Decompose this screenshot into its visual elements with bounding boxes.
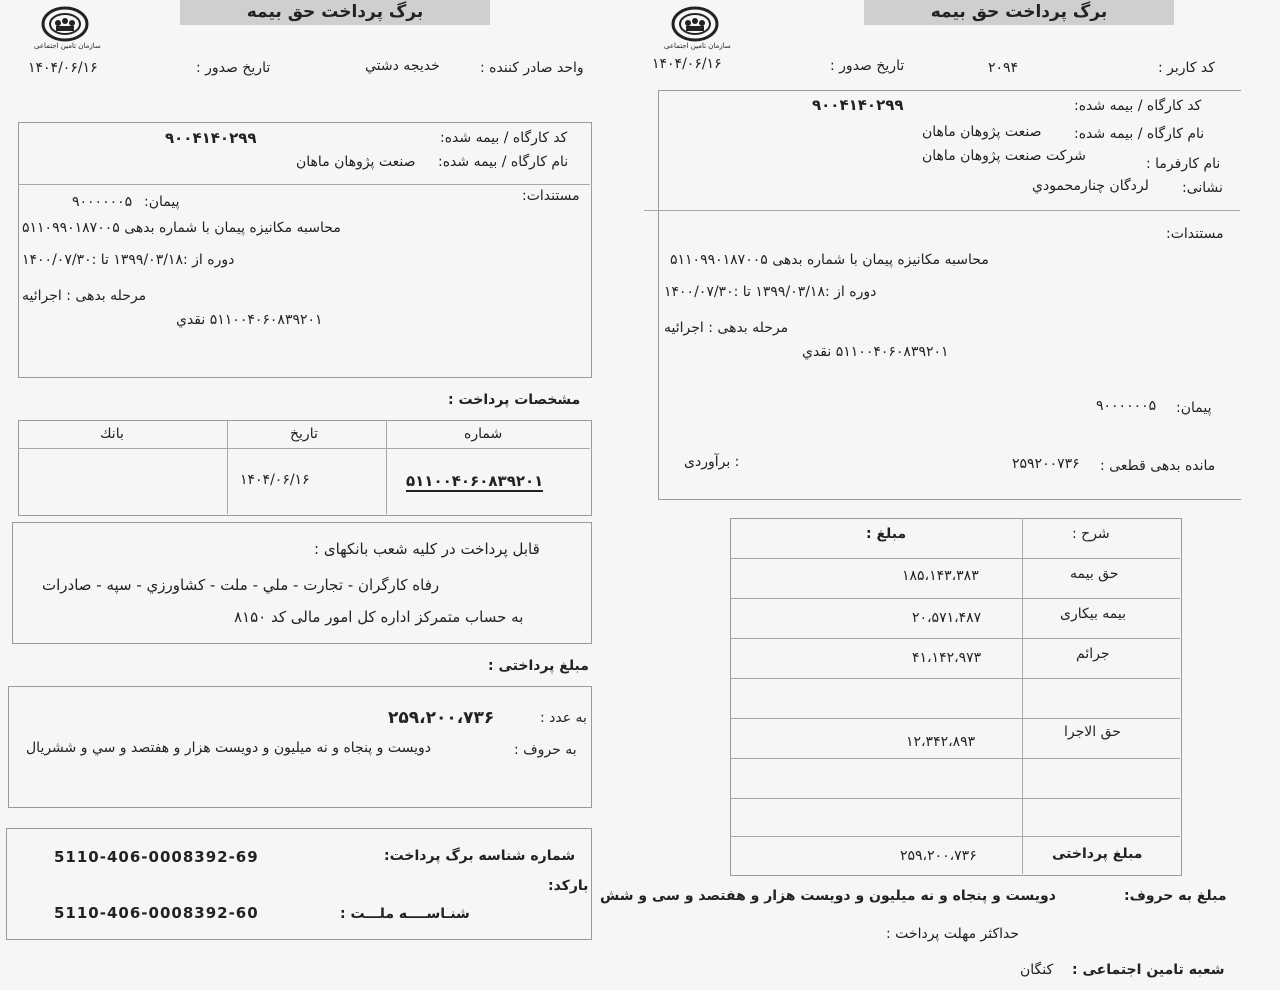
right-address-label: نشانی:	[1182, 180, 1223, 196]
right-row-desc: بيمه بيكاری	[1060, 606, 1127, 622]
right-branch-value: كنگان	[1020, 962, 1054, 978]
right-employer-value: شركت صنعت پژوهان ماهان	[922, 148, 1086, 164]
left-workshop-divider	[18, 184, 590, 185]
left-calc-text: محاسبه مكانيزه پيمان با شماره بدهی ۵۱۱۰۹۹۰۱۸۷۰۰۵	[22, 220, 341, 236]
left-payment-specs-label: مشخصات پرداخت :	[448, 392, 581, 408]
left-issue-date-value: ۱۴۰۴/۰۶/۱۶	[28, 60, 98, 76]
right-amounts-row-divider	[730, 836, 1180, 837]
left-in-numbers-value: ۲۵۹،۲۰۰،۷۳۶	[388, 708, 495, 728]
right-estimate-label: : برآوردی	[684, 454, 740, 470]
left-mellat-value: 5110-406-0008392-60	[54, 904, 259, 922]
right-calc-text: محاسبه مكانيزه پيمان با شماره بدهی ۵۱۱۰۹۹۰۱۸۷۰۰۵	[670, 252, 989, 268]
left-issuer-label: واحد صادر كننده :	[480, 60, 584, 76]
left-table-row-number: ۵۱۱۰۰۴۰۶۰۸۳۹۲۰۱	[406, 472, 544, 490]
right-branch-label: شعبه تامين اجتماعی :	[1072, 962, 1225, 978]
left-payable-line3: به حساب متمركز اداره كل امور مالی كد ۸۱۵۰	[234, 608, 524, 626]
right-in-words-value: دويست و پنجاه و نه ميليون و دويست هزار و هفتصد و سی و شش	[600, 888, 1056, 904]
right-total-label: مبلغ پرداختی	[1052, 846, 1143, 862]
left-workshop-code-value: ۹۰۰۴۱۴۰۲۹۹	[165, 129, 257, 147]
logo-caption: سازمان تامين اجتماعی	[664, 42, 731, 50]
left-period-text: دوره از :۱۳۹۹/۰۳/۱۸ تا :۱۴۰۰/۰۷/۳۰	[22, 252, 235, 268]
left-workshop-code-label: كد كارگاه / بيمه شده:	[440, 130, 568, 146]
left-payment-table-col-divider-1	[227, 420, 228, 514]
right-issue-date-label: تاريخ صدور :	[830, 58, 905, 74]
right-row-amount: ۴۱،۱۴۲،۹۷۳	[912, 650, 982, 666]
right-workshop-name-label: نام كارگاه / بيمه شده:	[1074, 126, 1205, 142]
right-amounts-col-divider	[1022, 518, 1023, 874]
right-amounts-row-divider	[730, 798, 1180, 799]
left-table-header-date: تاريخ	[290, 426, 318, 442]
right-slip-title: برگ پرداخت حق بيمه	[864, 0, 1174, 25]
right-stage-text: مرحله بدهی : اجرائيه	[664, 320, 789, 336]
left-contract-value: ۹۰۰۰۰۰۰۵	[72, 194, 133, 210]
right-remaining-value: ۲۵۹۲۰۰۷۳۶	[1012, 456, 1080, 472]
right-amounts-row-divider	[730, 678, 1180, 679]
left-in-words-value: دويست و پنجاه و نه ميليون و دويست هزار و هفتصد و سي و ششريال	[26, 740, 431, 756]
right-workshop-code-value: ۹۰۰۴۱۴۰۲۹۹	[812, 96, 904, 114]
right-deadline-label: حداكثر مهلت پرداخت :	[886, 926, 1020, 942]
right-issue-date-value: ۱۴۰۴/۰۶/۱۶	[652, 56, 722, 72]
right-address-value: لردگان چنارمحمودي	[1032, 178, 1149, 194]
right-remaining-label: مانده بدهی قطعی :	[1100, 458, 1216, 474]
left-table-header-bank: بانك	[100, 426, 124, 442]
left-in-words-label: به حروف :	[514, 742, 577, 758]
right-row-amount: ۱۸۵،۱۴۳،۳۸۳	[902, 568, 979, 584]
right-row-desc: حق بيمه	[1070, 566, 1119, 582]
right-amounts-row-divider	[730, 758, 1180, 759]
right-employer-label: نام كارفرما :	[1146, 156, 1221, 172]
right-user-code-value: ۲۰۹۴	[988, 60, 1019, 76]
left-workshop-name-label: نام كارگاه / بيمه شده:	[438, 154, 569, 170]
right-documents-label: مستندات:	[1166, 226, 1224, 242]
left-table-header-number: شماره	[464, 426, 503, 442]
right-table-header-desc: شرح :	[1072, 526, 1110, 542]
right-row-desc: جرائم	[1076, 646, 1110, 662]
right-period-text: دوره از :۱۳۹۹/۰۳/۱۸ تا :۱۴۰۰/۰۷/۳۰	[664, 284, 877, 300]
left-payment-table-header-divider	[18, 448, 590, 449]
right-workshop-code-label: كد كارگاه / بيمه شده:	[1074, 98, 1202, 114]
right-row-desc: حق الاجرا	[1064, 724, 1121, 740]
left-stage-text: مرحله بدهی : اجرائيه	[22, 288, 147, 304]
left-amount-label: مبلغ پرداختی :	[488, 658, 589, 674]
left-slip-id-box	[6, 828, 592, 940]
right-amounts-row-divider	[730, 638, 1180, 639]
logo-caption: سازمان تامين اجتماعی	[34, 42, 101, 50]
left-workshop-name-value: صنعت پژوهان ماهان	[296, 154, 416, 170]
right-row-amount: ۱۲،۳۴۲،۸۹۳	[906, 734, 976, 750]
right-workshop-divider	[644, 210, 1240, 211]
right-amounts-row-divider	[730, 558, 1180, 559]
right-amounts-row-divider	[730, 598, 1180, 599]
right-contract-label: پيمان:	[1176, 400, 1212, 416]
left-barcode-label: بارکد:	[548, 878, 589, 894]
left-mellat-label: شنـاســــه ملـــت :	[340, 906, 470, 922]
right-cash-text: ۵۱۱۰۰۴۰۶۰۸۳۹۲۰۱ نقدي	[802, 344, 949, 360]
right-row-amount: ۲۰،۵۷۱،۴۸۷	[912, 610, 982, 626]
left-payable-line2: رفاه كارگران - تجارت - ملي - ملت - كشاورزي - سپه - صادرات	[42, 576, 440, 594]
right-table-header-amount: مبلغ :	[866, 526, 907, 542]
ssi-logo	[32, 4, 101, 54]
left-slip-id-label: شماره شناسه برگ پرداخت:	[384, 848, 576, 864]
left-cash-text: ۵۱۱۰۰۴۰۶۰۸۳۹۲۰۱ نقدي	[176, 312, 323, 328]
right-workshop-name-value: صنعت پژوهان ماهان	[922, 124, 1042, 140]
right-in-words-label: مبلغ به حروف:	[1124, 888, 1227, 904]
left-contract-label: پيمان:	[144, 194, 180, 210]
left-in-numbers-label: به عدد :	[540, 710, 587, 726]
right-amounts-row-divider	[730, 718, 1180, 719]
left-table-row-date: ۱۴۰۴/۰۶/۱۶	[240, 472, 310, 488]
left-issue-date-label: تاريخ صدور :	[196, 60, 271, 76]
left-slip-id-value: 5110-406-0008392-69	[54, 848, 259, 866]
right-contract-value: ۹۰۰۰۰۰۰۵	[1096, 398, 1157, 414]
right-user-code-label: كد كاربر :	[1158, 60, 1215, 76]
ssi-logo	[662, 4, 731, 54]
left-slip-title: برگ پرداخت حق بيمه	[180, 0, 490, 25]
left-issuer-value: خديجه دشتي	[365, 58, 440, 74]
right-total-value: ۲۵۹،۲۰۰،۷۳۶	[900, 848, 977, 864]
left-payable-line1: قابل پرداخت در كليه شعب بانكهاى :	[314, 540, 540, 558]
left-payment-table-col-divider-2	[386, 420, 387, 514]
left-documents-label: مستندات:	[522, 188, 580, 204]
